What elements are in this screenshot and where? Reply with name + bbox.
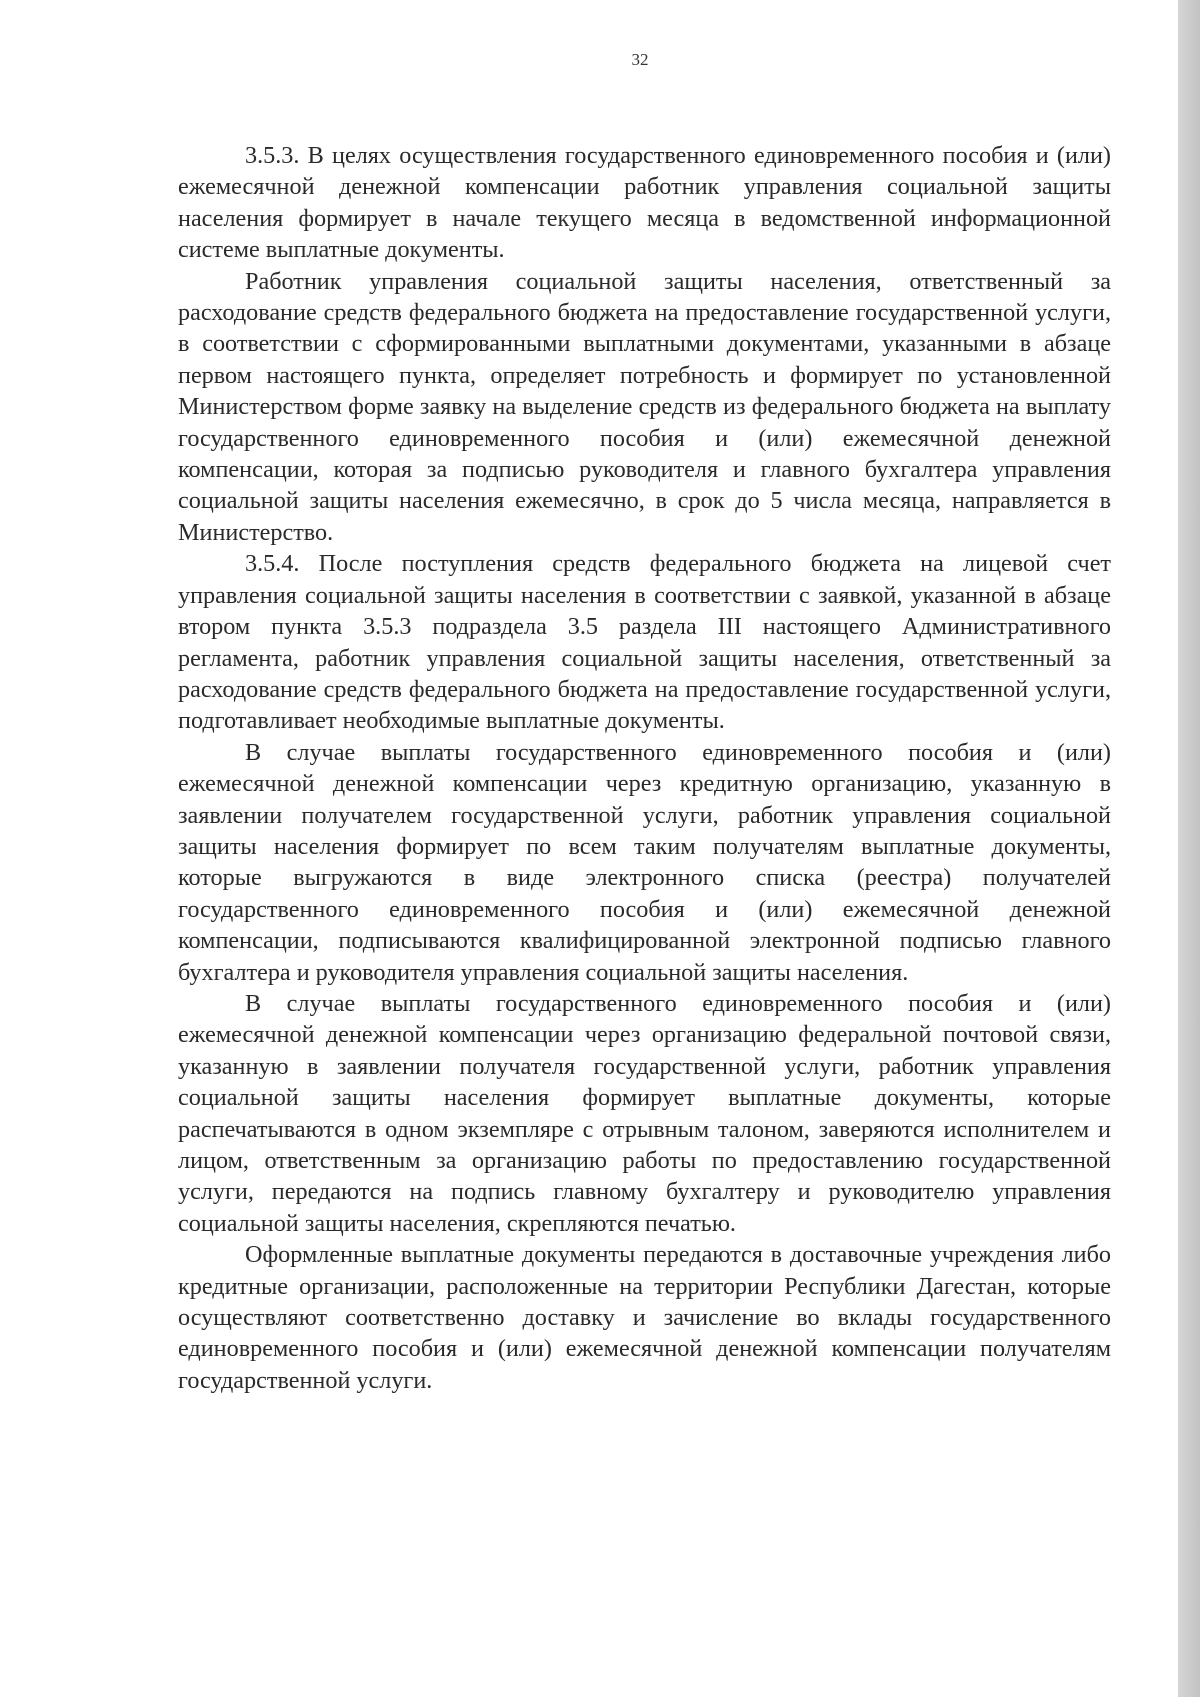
paragraph-budget-request: Работник управления социальной защиты населения, ответственный за расходование средств федерального бюджета на предоставление государственной услуги, в соответствии с сформированными выплатными документами, указанными в абзаце первом настоящего пункта, определяет потребность и формирует по установленной Министерством форме заявку на выделение средств из федерального бюджета на выплату государственного единовременного пособия и (или) ежемесячной денежной компенсации, которая за подписью руководителя и главного бухгалтера управления социальной защиты населения ежемесячно, в срок до 5 числа месяца, направляется в Министерство. <box>178 267 1111 546</box>
paragraph-delivery-institutions: Оформленные выплатные документы передаются в доставочные учреждения либо кредитные организации, расположенные на территории Республики Дагестан, которые осуществляют соответственно доставку и зачисление во вклады государственного единовременного пособия и (или) ежемесячной денежной компенсации получателям государственной услуги. <box>178 1241 1111 1394</box>
paragraph-3-5-3: 3.5.3. В целях осуществления государственного единовременного пособия и (или) ежемесячной денежной компенсации работник управления социальной защиты населения формирует в начале текущего месяца в ведомственной информационной системе выплатные документы. <box>178 142 1111 264</box>
paragraph-credit-organization: В случае выплаты государственного единовременного пособия и (или) ежемесячной денежной компенсации через кредитную организацию, указанную в заявлении получателем государственной услуги, работник управления социальной защиты населения формирует по всем таким получателям выплатные документы, которые выгружаются в виде электронного списка (реестра) получателей государственного единовременного пособия и (или) ежемесячной денежной компенсации, подписываются квалифицированной электронной подписью главного бухгалтера и руководителя управления социальной защиты населения. <box>178 738 1111 986</box>
paragraph-3-5-4: 3.5.4. После поступления средств федерального бюджета на лицевой счет управления социальной защиты населения в соответствии с заявкой, указанной в абзаце втором пункта 3.5.3 подраздела 3.5 раздела III настоящего Административного регламента, работник управления социальной защиты населения, ответственный за расходование средств федерального бюджета на предоставление государственной услуги, подготавливает необходимые выплатные документы. <box>178 550 1111 735</box>
page-number <box>0 50 1200 70</box>
document-body <box>178 140 1111 1396</box>
scan-edge-shadow <box>1178 0 1200 1697</box>
paragraph-postal-organization: В случае выплаты государственного единовременного пособия и (или) ежемесячной денежной компенсации через организацию федеральной почтовой связи, указанную в заявлении получателя государственной услуги, работник управления социальной защиты населения формирует выплатные документы, которые распечатываются в одном экземпляре с отрывным талоном, заверяются исполнителем и лицом, ответственным за организацию работы по предоставлению государственной услуги, передаются на подпись главному бухгалтеру и руководителю управления социальной защиты населения, скрепляются печатью. <box>178 989 1111 1237</box>
page-number-text: 32 <box>631 50 649 69</box>
